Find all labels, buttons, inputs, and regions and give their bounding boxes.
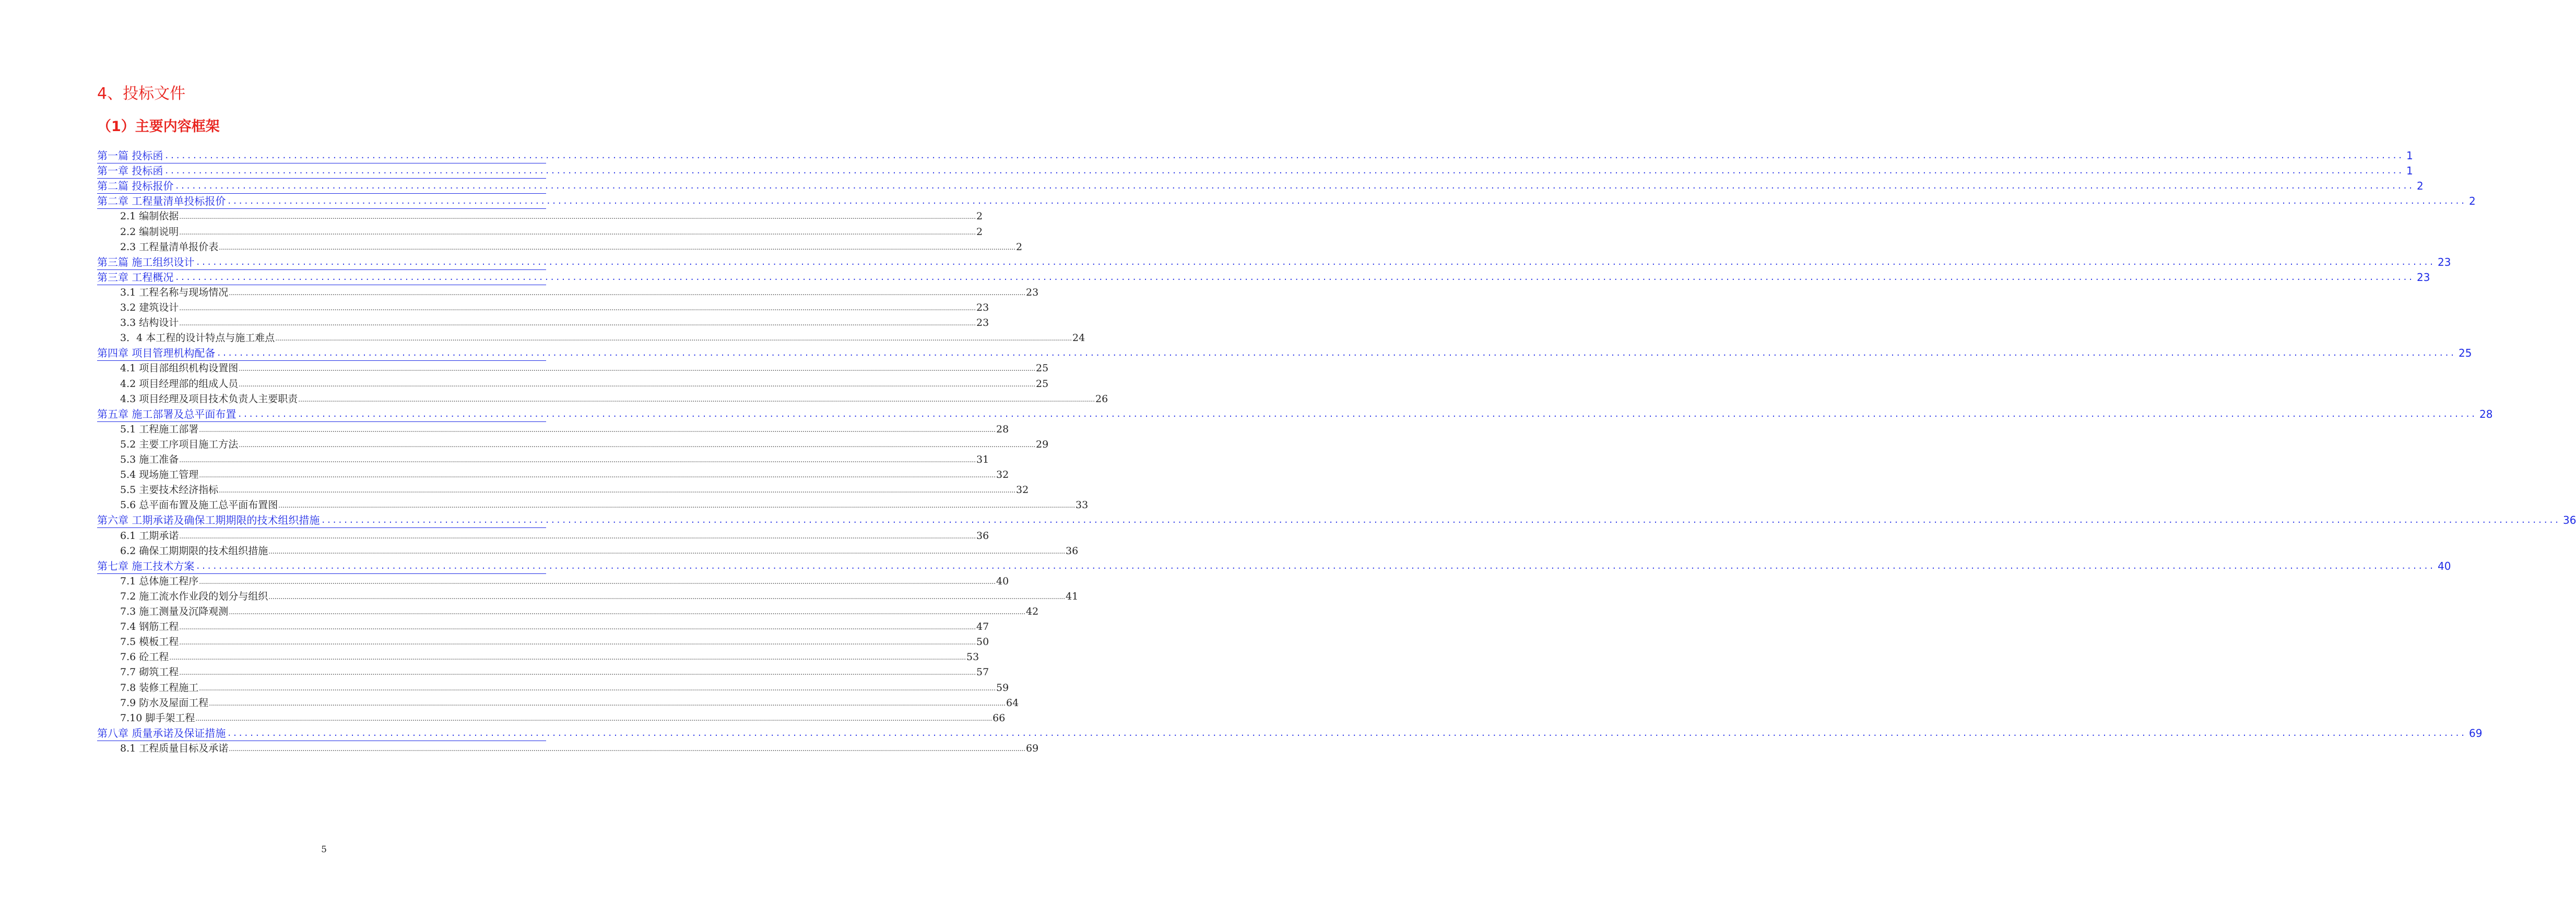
toc-entry-title: 7.5 模板工程 bbox=[120, 636, 179, 648]
toc-entry-page: 36 bbox=[976, 530, 989, 542]
toc-entry-title: 第四章 项目管理机构配备 bbox=[97, 347, 216, 360]
dot-leader: ................................................................................................................................................................................................................................................................................................................................................................................................................ bbox=[179, 456, 976, 464]
toc-entry-title: 第六章 工期承诺及确保工期期限的技术组织措施 bbox=[97, 514, 320, 527]
toc-section-entry bbox=[120, 359, 1049, 375]
toc-entry-page: 40 bbox=[2438, 559, 2451, 572]
toc-entry-page: 47 bbox=[976, 621, 989, 633]
toc-entry-page: 64 bbox=[1006, 697, 1019, 709]
toc-entry-page: 59 bbox=[996, 682, 1009, 694]
toc-entry-title: 7.7 砌筑工程 bbox=[120, 666, 179, 678]
dot-leader: ................................................................................................................................................................................................................................................................................................................................................................................................................ bbox=[239, 441, 1036, 449]
dot-leader: ................................................................................................................................................................................................................................................................................................................................................................................................................ bbox=[322, 514, 2561, 526]
toc-entry-page: 23 bbox=[976, 317, 989, 329]
dot-leader: ................................................................................................................................................................................................................................................................................................................................................................................................................ bbox=[175, 180, 2415, 192]
toc-section-entry bbox=[120, 328, 1085, 345]
toc-entry-page: 23 bbox=[976, 302, 989, 313]
toc-section-entry bbox=[120, 739, 1039, 756]
toc-section-entry bbox=[120, 298, 989, 315]
toc-entry-page: 1 bbox=[2406, 149, 2413, 162]
toc-entry-page: 69 bbox=[1026, 742, 1039, 754]
dot-leader: ................................................................................................................................................................................................................................................................................................................................................................................................................ bbox=[179, 624, 976, 631]
toc-chapter-link[interactable] bbox=[97, 557, 2451, 574]
toc-section-entry bbox=[120, 694, 1019, 710]
toc-section-entry bbox=[120, 648, 979, 664]
toc-entry-page: 53 bbox=[966, 651, 979, 663]
toc-entry-title: 2.1 编制依据 bbox=[120, 210, 179, 222]
toc-entry-title: 第二章 工程量清单投标报价 bbox=[97, 195, 226, 208]
toc-entry-page: 2 bbox=[1016, 241, 1023, 253]
toc-entry-title: 第一章 投标函 bbox=[97, 165, 163, 178]
dot-leader: ................................................................................................................................................................................................................................................................................................................................................................................................................ bbox=[199, 472, 996, 479]
dot-leader: ................................................................................................................................................................................................................................................................................................................................................................................................................ bbox=[179, 532, 976, 540]
dot-leader: ................................................................................................................................................................................................................................................................................................................................................................................................................ bbox=[268, 593, 1066, 601]
dot-leader: ................................................................................................................................................................................................................................................................................................................................................................................................................ bbox=[228, 195, 2467, 207]
toc-entry-title: 3.2 建筑设计 bbox=[120, 302, 179, 313]
toc-entry-title: 5.6 总平面布置及施工总平面布置图 bbox=[120, 499, 278, 511]
toc-entry-page: 41 bbox=[1066, 590, 1079, 602]
dot-leader: ................................................................................................................................................................................................................................................................................................................................................................................................................ bbox=[229, 745, 1026, 753]
dot-leader: ................................................................................................................................................................................................................................................................................................................................................................................................................ bbox=[165, 150, 2405, 161]
toc-section-entry bbox=[120, 390, 1108, 406]
toc-entry-page: 32 bbox=[996, 469, 1009, 481]
toc-entry-page: 23 bbox=[2417, 271, 2430, 284]
toc-entry-page: 25 bbox=[1036, 378, 1049, 390]
toc-entry-page: 28 bbox=[996, 423, 1009, 435]
toc-section-entry bbox=[120, 450, 989, 467]
toc-entry-title: 第三章 工程概况 bbox=[97, 271, 174, 284]
toc-section-entry bbox=[120, 435, 1049, 452]
toc-entry-title: 3.3 结构设计 bbox=[120, 317, 179, 329]
toc-chapter-link[interactable] bbox=[97, 253, 2451, 270]
toc-entry-title: 7.1 总体施工程序 bbox=[120, 575, 199, 587]
toc-entry-title: 5.1 工程施工部署 bbox=[120, 423, 199, 435]
toc-entry-title: 4.3 项目经理及项目技术负责人主要职责 bbox=[120, 393, 298, 405]
toc-entry-page: 28 bbox=[2479, 407, 2493, 420]
dot-leader: ................................................................................................................................................................................................................................................................................................................................................................................................................ bbox=[196, 560, 2436, 571]
dot-leader: ................................................................................................................................................................................................................................................................................................................................................................................................................ bbox=[238, 408, 2478, 419]
toc-section-entry bbox=[120, 542, 1079, 558]
toc-entry-page: 1 bbox=[2406, 165, 2413, 178]
toc-entry-page: 2 bbox=[2417, 180, 2424, 193]
toc-section-entry bbox=[120, 678, 1009, 695]
toc-entry-title: 3．4 本工程的设计特点与施工难点 bbox=[120, 332, 275, 344]
dot-leader: ................................................................................................................................................................................................................................................................................................................................................................................................................ bbox=[229, 289, 1026, 297]
dot-leader: ................................................................................................................................................................................................................................................................................................................................................................................................................ bbox=[229, 608, 1026, 616]
toc-entry-page: 2 bbox=[2469, 195, 2476, 208]
toc-section-entry bbox=[120, 465, 1009, 482]
toc-entry-page: 40 bbox=[996, 575, 1009, 587]
toc-entry-title: 第三篇 施工组织设计 bbox=[97, 255, 195, 268]
dot-leader: ................................................................................................................................................................................................................................................................................................................................................................................................................ bbox=[278, 502, 1076, 510]
toc-entry-page: 25 bbox=[2459, 347, 2472, 360]
toc-entry-title: 5.4 现场施工管理 bbox=[120, 469, 199, 481]
toc-entry-page: 2 bbox=[976, 210, 983, 222]
toc-entry-page: 25 bbox=[1036, 362, 1049, 374]
toc-entry-title: 7.3 施工测量及沉降观测 bbox=[120, 606, 229, 617]
toc-chapter-link[interactable] bbox=[97, 511, 2576, 528]
toc-section-entry bbox=[120, 480, 1029, 497]
section-subheading: （1）主要内容框架 bbox=[97, 119, 220, 135]
toc-chapter-link[interactable] bbox=[97, 344, 2472, 361]
dot-leader: ................................................................................................................................................................................................................................................................................................................................................................................................................ bbox=[199, 578, 996, 585]
toc-entry-title: 2.3 工程量清单报价表 bbox=[120, 241, 219, 253]
toc-entry-title: 5.2 主要工序项目施工方法 bbox=[120, 438, 239, 450]
toc-section-entry bbox=[120, 709, 1006, 725]
toc-entry-page: 23 bbox=[2438, 255, 2451, 268]
toc-section-entry bbox=[120, 238, 1023, 254]
toc-entry-page: 32 bbox=[1016, 484, 1029, 496]
toc-entry-title: 7.4 钢筋工程 bbox=[120, 621, 179, 633]
page-number: 5 bbox=[321, 844, 327, 855]
toc-entry-title: 第七章 施工技术方案 bbox=[97, 559, 195, 572]
toc-entry-page: 31 bbox=[976, 454, 989, 465]
dot-leader: ................................................................................................................................................................................................................................................................................................................................................................................................................ bbox=[179, 639, 976, 647]
toc-entry-page: 42 bbox=[1026, 606, 1039, 617]
dot-leader: ................................................................................................................................................................................................................................................................................................................................................................................................................ bbox=[209, 699, 1006, 707]
toc-chapter-link[interactable] bbox=[97, 405, 2493, 422]
toc-section-entry bbox=[120, 374, 1049, 391]
dot-leader: ................................................................................................................................................................................................................................................................................................................................................................................................................ bbox=[196, 256, 2436, 267]
document-heading: 4、投标文件 bbox=[97, 85, 186, 103]
toc-entry-page: 29 bbox=[1036, 438, 1049, 450]
dot-leader: ................................................................................................................................................................................................................................................................................................................................................................................................................ bbox=[165, 165, 2405, 177]
toc-section-entry bbox=[120, 222, 983, 239]
toc-entry-page: 26 bbox=[1095, 393, 1108, 405]
dot-leader: ................................................................................................................................................................................................................................................................................................................................................................................................................ bbox=[275, 335, 1072, 343]
dot-leader: ................................................................................................................................................................................................................................................................................................................................................................................................................ bbox=[179, 320, 976, 327]
dot-leader: ................................................................................................................................................................................................................................................................................................................................................................................................................ bbox=[217, 347, 2457, 359]
dot-leader: ................................................................................................................................................................................................................................................................................................................................................................................................................ bbox=[175, 271, 2415, 283]
dot-leader: ................................................................................................................................................................................................................................................................................................................................................................................................................ bbox=[219, 243, 1016, 251]
dot-leader: ................................................................................................................................................................................................................................................................................................................................................................................................................ bbox=[239, 380, 1036, 388]
toc-entry-title: 5.5 主要技术经济指标 bbox=[120, 484, 219, 496]
toc-section-entry bbox=[120, 283, 1039, 300]
toc-section-entry bbox=[120, 420, 1009, 437]
toc-entry-title: 5.3 施工准备 bbox=[120, 454, 179, 465]
toc-entry-page: 36 bbox=[1066, 545, 1079, 557]
toc-entry-page: 23 bbox=[1026, 286, 1039, 298]
toc-chapter-link[interactable] bbox=[97, 724, 2483, 741]
toc-section-entry bbox=[120, 587, 1079, 604]
toc-section-entry bbox=[120, 663, 989, 679]
dot-leader: ................................................................................................................................................................................................................................................................................................................................................................................................................ bbox=[179, 304, 976, 312]
toc-entry-title: 4.2 项目经理部的组成人员 bbox=[120, 378, 239, 390]
toc-chapter-link[interactable] bbox=[97, 161, 2413, 179]
dot-leader: ................................................................................................................................................................................................................................................................................................................................................................................................................ bbox=[199, 426, 996, 433]
toc-section-entry bbox=[120, 617, 989, 634]
toc-entry-page: 57 bbox=[976, 666, 989, 678]
toc-entry-page: 69 bbox=[2469, 726, 2483, 739]
dot-leader: ................................................................................................................................................................................................................................................................................................................................................................................................................ bbox=[179, 669, 976, 677]
toc-section-entry bbox=[120, 602, 1039, 619]
toc-entry-page: 2 bbox=[976, 226, 983, 238]
toc-entry-title: 第八章 质量承诺及保证措施 bbox=[97, 726, 226, 739]
dot-leader: ................................................................................................................................................................................................................................................................................................................................................................................................................ bbox=[179, 228, 976, 236]
toc-entry-title: 7.8 装修工程施工 bbox=[120, 682, 199, 694]
toc-entry-page: 50 bbox=[976, 636, 989, 648]
toc-entry-title: 第一篇 投标函 bbox=[97, 149, 163, 162]
toc-chapter-link[interactable] bbox=[97, 177, 2424, 194]
dot-leader: ................................................................................................................................................................................................................................................................................................................................................................................................................ bbox=[239, 365, 1036, 373]
toc-section-entry bbox=[120, 207, 983, 224]
toc-section-entry bbox=[120, 632, 989, 649]
toc-chapter-link[interactable] bbox=[97, 192, 2476, 209]
dot-leader: ................................................................................................................................................................................................................................................................................................................................................................................................................ bbox=[169, 654, 966, 662]
toc-entry-title: 7.9 防水及屋面工程 bbox=[120, 697, 209, 709]
dot-leader: ................................................................................................................................................................................................................................................................................................................................................................................................................ bbox=[228, 727, 2467, 738]
toc-entry-title: 6.2 确保工期期限的技术组织措施 bbox=[120, 545, 268, 557]
toc-chapter-link[interactable] bbox=[97, 268, 2430, 285]
toc-entry-page: 33 bbox=[1076, 499, 1089, 511]
toc-entry-page: 66 bbox=[992, 712, 1006, 724]
dot-leader: ................................................................................................................................................................................................................................................................................................................................................................................................................ bbox=[195, 714, 992, 722]
toc-entry-title: 2.2 编制说明 bbox=[120, 226, 179, 238]
toc-entry-title: 第五章 施工部署及总平面布置 bbox=[97, 407, 237, 420]
dot-leader: ................................................................................................................................................................................................................................................................................................................................................................................................................ bbox=[298, 395, 1095, 403]
toc-section-entry bbox=[120, 313, 989, 330]
dot-leader: ................................................................................................................................................................................................................................................................................................................................................................................................................ bbox=[199, 684, 996, 692]
toc-entry-title: 第二篇 投标报价 bbox=[97, 180, 174, 193]
toc-entry-page: 36 bbox=[2563, 514, 2576, 527]
toc-entry-title: 6.1 工期承诺 bbox=[120, 530, 179, 542]
toc-entry-title: 4.1 项目部组织机构设置图 bbox=[120, 362, 239, 374]
toc-section-entry bbox=[120, 526, 989, 543]
toc-section-entry bbox=[120, 496, 1089, 512]
toc-entry-title: 3.1 工程名称与现场情况 bbox=[120, 286, 229, 298]
dot-leader: ................................................................................................................................................................................................................................................................................................................................................................................................................ bbox=[219, 487, 1016, 495]
toc-section-entry bbox=[120, 572, 1009, 589]
toc-entry-title: 7.2 施工流水作业段的划分与组织 bbox=[120, 590, 268, 602]
toc-chapter-link[interactable] bbox=[97, 146, 2413, 163]
toc-entry-title: 7.6 砼工程 bbox=[120, 651, 169, 663]
toc-entry-title: 8.1 工程质量目标及承诺 bbox=[120, 742, 229, 754]
toc-entry-page: 24 bbox=[1072, 332, 1085, 344]
dot-leader: ................................................................................................................................................................................................................................................................................................................................................................................................................ bbox=[268, 547, 1066, 555]
toc-entry-title: 7.10 脚手架工程 bbox=[120, 712, 195, 724]
dot-leader: ................................................................................................................................................................................................................................................................................................................................................................................................................ bbox=[179, 213, 976, 221]
